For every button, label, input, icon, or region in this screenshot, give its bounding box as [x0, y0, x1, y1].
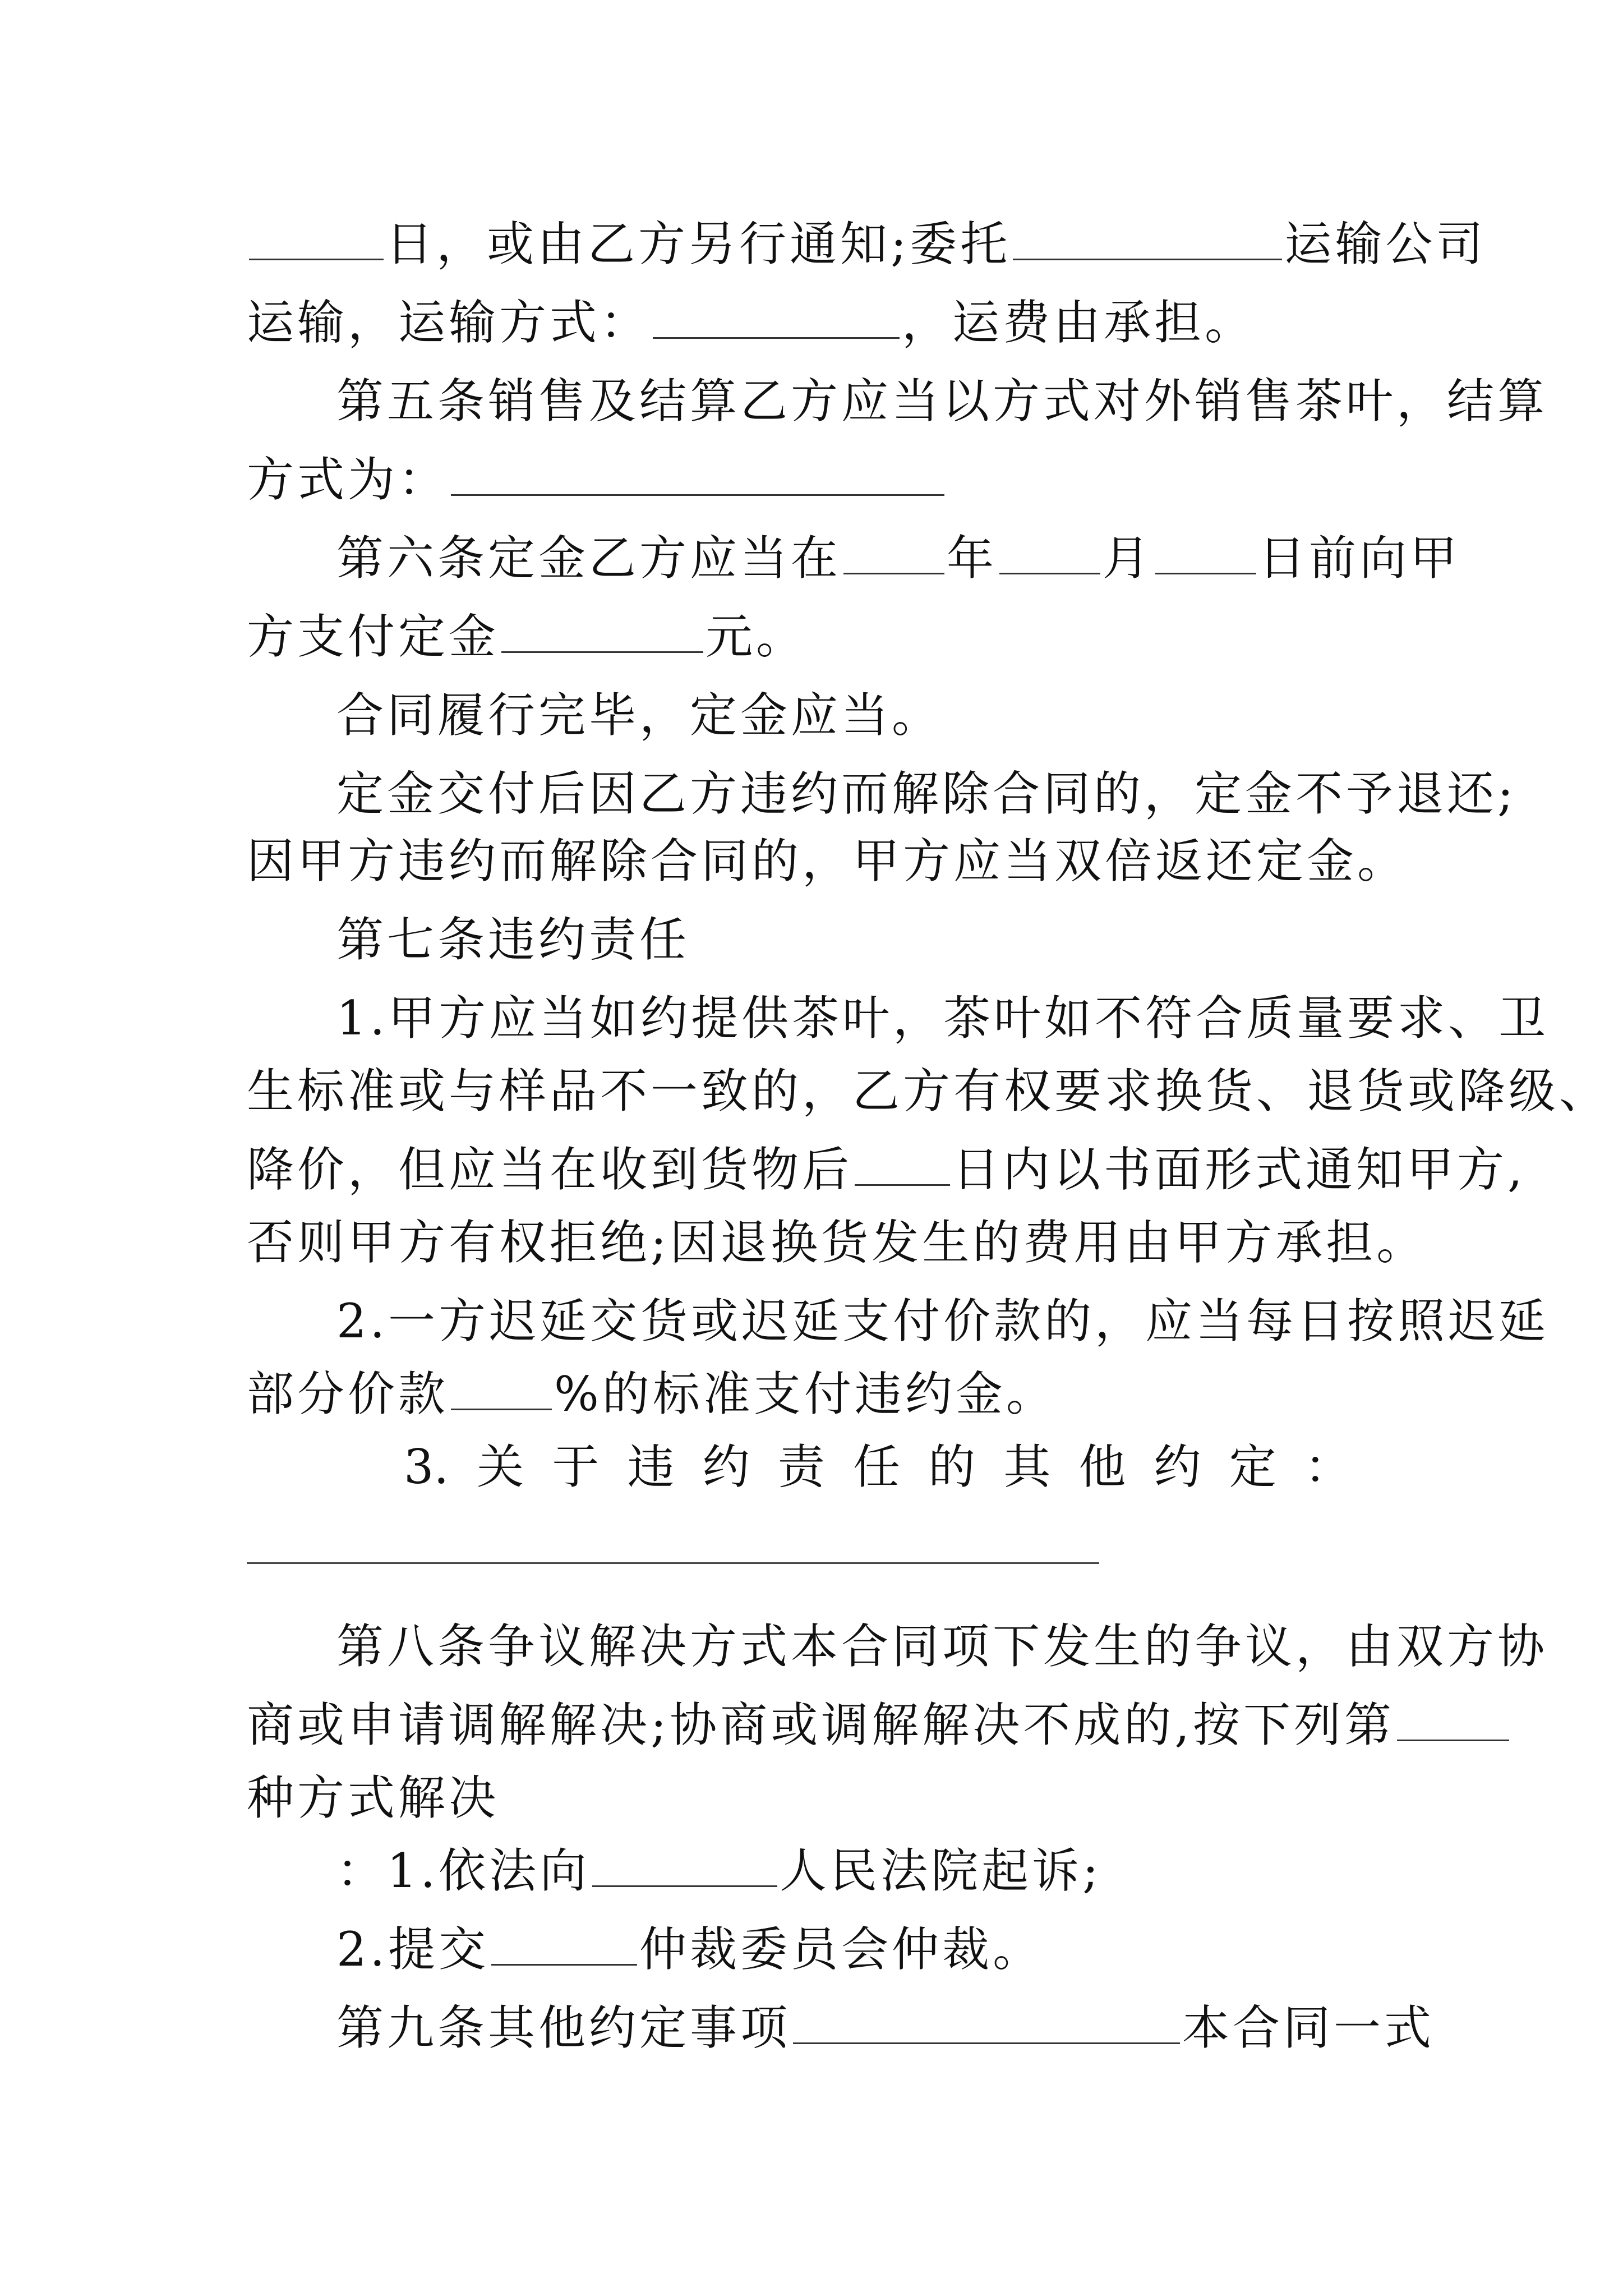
- line-text: 月: [1103, 531, 1154, 586]
- char: 约: [702, 1439, 750, 1494]
- text-line: [247, 1352, 1385, 1436]
- line-text: 元。: [706, 609, 807, 664]
- char: 违: [627, 1439, 675, 1494]
- line-text: 仲裁委员会仲裁。: [639, 1922, 1044, 1977]
- blank-field: [491, 1924, 637, 1966]
- char: 其: [1003, 1439, 1051, 1494]
- line-text: 日，或由乙方另行通知;委托: [386, 217, 1011, 272]
- blank-field: [843, 532, 944, 574]
- text-line: [247, 1128, 1526, 1212]
- char: 于: [552, 1439, 600, 1494]
- char: 他: [1078, 1439, 1126, 1494]
- line-text: 日前向甲: [1258, 531, 1461, 586]
- text-line: [336, 1907, 1475, 1991]
- text-line: 否则甲方有权拒绝;因退换货发生的费用由甲方承担。: [247, 1215, 1427, 1270]
- text-line: 因甲方违约而解除合同的，甲方应当双倍返还定金。: [247, 834, 1408, 889]
- line-text: 方式为：: [247, 452, 449, 507]
- line-text: 降价，但应当在收到货物后: [247, 1142, 853, 1197]
- blank-field: [451, 454, 944, 496]
- line-text: %的标准支付违约金。: [554, 1366, 1057, 1421]
- line-text: 人民法院起诉;: [780, 1843, 1102, 1898]
- char: 定: [1229, 1439, 1276, 1494]
- line-text: 本合同一式: [1182, 2000, 1435, 2055]
- text-line: [336, 1986, 1475, 2070]
- line-text: ，运费由承担。: [902, 295, 1256, 350]
- blank-field: [855, 1144, 950, 1186]
- blank-field: [451, 1368, 552, 1410]
- text-line: 生标准或与样品不一致的，乙方有权要求换货、退货或降级、: [247, 1064, 1610, 1119]
- blank-field: [1013, 218, 1282, 260]
- char: ：: [1304, 1439, 1352, 1494]
- line-text: 商或申请调解解决;协商或调解解决不成的,按下列第: [247, 1697, 1395, 1752]
- line-text: 部分价款: [247, 1366, 449, 1421]
- blank-field: [592, 1845, 777, 1887]
- text-line: [336, 1829, 1475, 1913]
- char: 任: [852, 1439, 900, 1494]
- char: 约: [1154, 1439, 1201, 1494]
- text-line: [336, 516, 1475, 600]
- blank-field: [1397, 1699, 1509, 1741]
- text-line: 第五条销售及结算乙方应当以方式对外销售茶叶，结算: [336, 374, 1548, 429]
- line-text: 方支付定金: [247, 609, 500, 664]
- line-text: 年: [947, 531, 998, 586]
- text-line: 2.一方迟延交货或迟延支付价款的，应当每日按照迟延: [336, 1294, 1550, 1349]
- line-text: 2.提交: [336, 1922, 490, 1977]
- section-heading: 第七条违约责任: [336, 912, 690, 967]
- text-line: 定金交付后因乙方违约而解除合同的，定金不予退还;: [336, 766, 1517, 821]
- blank-field: [999, 532, 1100, 574]
- blank-field: [1155, 532, 1256, 574]
- blank-field: [249, 218, 384, 260]
- text-line: 合同履行完毕，定金应当。: [336, 688, 943, 743]
- blank-rule: [247, 1562, 1099, 1564]
- text-line: [247, 595, 1385, 679]
- line-text: 第九条其他约定事项: [336, 2000, 791, 2055]
- line-text: 第六条定金乙方应当在: [336, 531, 842, 586]
- text-line: 种方式解决: [247, 1770, 500, 1825]
- blank-field: [501, 611, 703, 653]
- char: 关: [477, 1439, 524, 1494]
- text-line: [247, 202, 1487, 286]
- text-line: [247, 1683, 1395, 1767]
- line-text: 日内以书面形式通知甲方,: [952, 1142, 1526, 1197]
- char: 的: [928, 1439, 976, 1494]
- text-line: 第八条争议解决方式本合同项下发生的争议，由双方协: [336, 1619, 1548, 1674]
- char: 责: [777, 1439, 825, 1494]
- char: 3.: [404, 1439, 449, 1494]
- blank-field: [653, 297, 900, 339]
- line-text: 运输公司: [1284, 217, 1487, 272]
- text-line: 1.甲方应当如约提供茶叶，茶叶如不符合质量要求、卫: [336, 991, 1550, 1046]
- blank-field: [793, 2002, 1180, 2044]
- text-line: [247, 280, 1385, 365]
- line-text: ：1.依法向: [336, 1843, 591, 1898]
- line-text: 运输，运输方式：: [247, 295, 651, 350]
- justified-text-line: [404, 1425, 1352, 1509]
- text-line: [247, 438, 1385, 522]
